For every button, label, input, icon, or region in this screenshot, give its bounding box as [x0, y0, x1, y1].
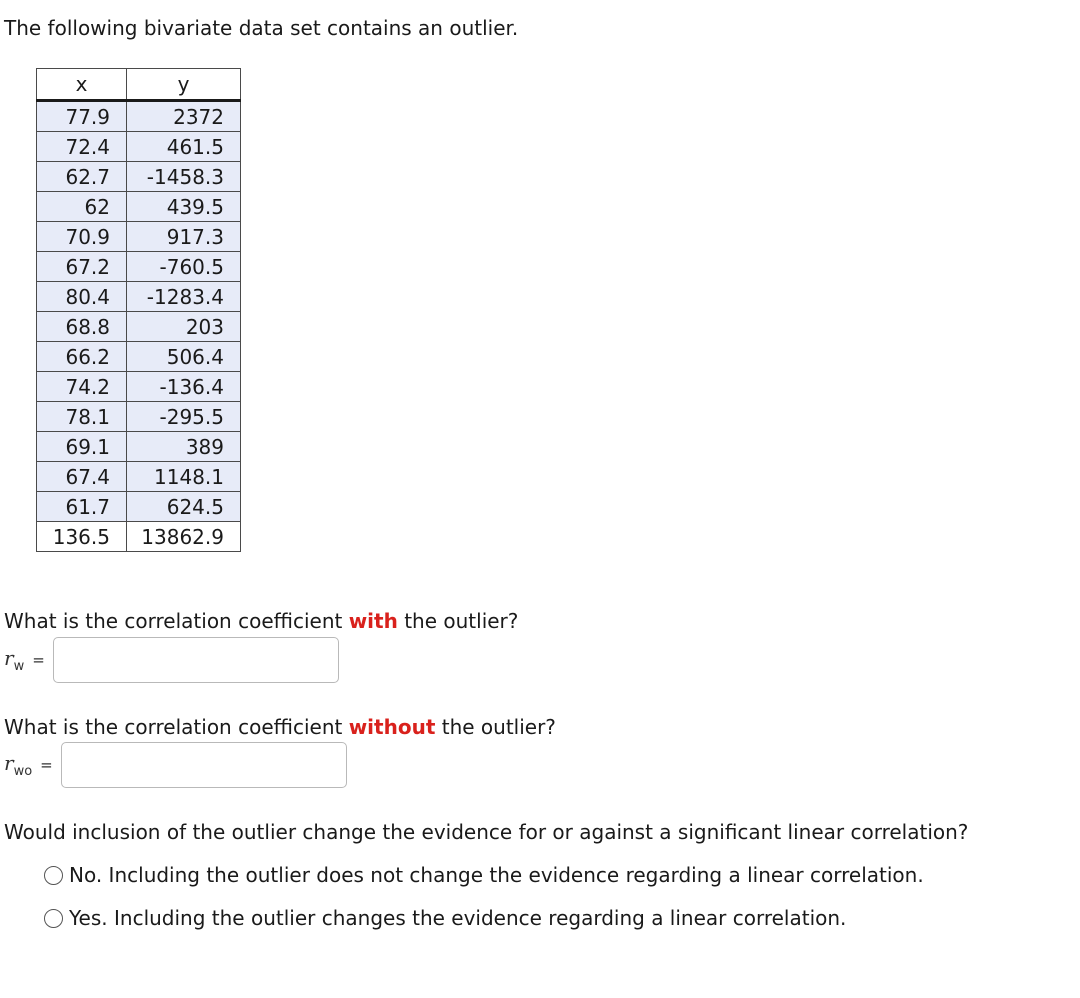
x-value-cell: 74.2 [37, 372, 127, 402]
y-value-cell: 624.5 [127, 492, 241, 522]
y-value-cell: -295.5 [127, 402, 241, 432]
y-value-cell: -136.4 [127, 372, 241, 402]
equals-sign: = [40, 756, 53, 774]
y-value-cell: -1283.4 [127, 282, 241, 312]
x-value-cell: 136.5 [37, 522, 127, 552]
table-row [37, 462, 241, 492]
y-value-cell: 389 [127, 432, 241, 462]
question-text: What is the correlation coefficient [4, 715, 349, 739]
x-value-cell: 62 [37, 192, 127, 222]
x-value-cell: 62.7 [37, 162, 127, 192]
question-text: the outlier? [435, 715, 556, 739]
emphasis-without: without [348, 715, 436, 739]
table-row [37, 192, 241, 222]
y-value-cell: 13862.9 [127, 522, 241, 552]
x-column-header: x [37, 69, 127, 101]
r-with-label: $r_w$ [4, 646, 25, 674]
table-row [37, 522, 241, 552]
question-text: the outlier? [397, 609, 519, 633]
y-column-header: y [127, 69, 241, 101]
x-value-cell: 68.8 [37, 312, 127, 342]
table-row [37, 492, 241, 522]
y-value-cell: 506.4 [127, 342, 241, 372]
table-row [37, 132, 241, 162]
y-value-cell: 203 [127, 312, 241, 342]
r-with-input[interactable] [53, 637, 339, 683]
radio-no-button[interactable] [44, 866, 63, 885]
table-header-row [37, 69, 241, 101]
option-yes[interactable] [44, 904, 846, 932]
x-value-cell: 77.9 [37, 101, 127, 132]
x-value-cell: 80.4 [37, 282, 127, 312]
x-value-cell: 72.4 [37, 132, 127, 162]
equals-sign: = [32, 651, 45, 669]
option-no-label: No. Including the outlier does not change the evidence regarding a linear correlation. [69, 863, 924, 887]
x-value-cell: 78.1 [37, 402, 127, 432]
r-with-answer-row [4, 637, 339, 683]
option-yes-label: Yes. Including the outlier changes the evidence regarding a linear correlation. [69, 906, 847, 930]
radio-yes-button[interactable] [44, 909, 63, 928]
x-value-cell: 66.2 [37, 342, 127, 372]
question-text: What is the correlation coefficient [4, 609, 349, 633]
r-without-answer-row [4, 742, 347, 788]
table-row [37, 222, 241, 252]
x-value-cell: 69.1 [37, 432, 127, 462]
table-row [37, 342, 241, 372]
y-value-cell: 461.5 [127, 132, 241, 162]
r-without-input[interactable] [61, 742, 347, 788]
bivariate-data-table [36, 68, 241, 552]
question-outlier-effect: Would inclusion of the outlier change the evidence for or against a significant linear correlation? [4, 820, 969, 844]
x-value-cell: 61.7 [37, 492, 127, 522]
y-value-cell: -760.5 [127, 252, 241, 282]
option-no[interactable] [44, 861, 924, 889]
intro-text: The following bivariate data set contains an outlier. [4, 16, 519, 40]
y-value-cell: 917.3 [127, 222, 241, 252]
x-value-cell: 67.4 [37, 462, 127, 492]
r-without-label: $r_{wo}$ [4, 751, 33, 779]
x-value-cell: 70.9 [37, 222, 127, 252]
question-with-outlier [4, 607, 518, 635]
table-row [37, 282, 241, 312]
question-without-outlier [4, 713, 556, 741]
table-row [37, 162, 241, 192]
table-row [37, 252, 241, 282]
y-value-cell: 2372 [127, 101, 241, 132]
table-row [37, 432, 241, 462]
emphasis-with: with [348, 609, 398, 633]
table-row [37, 101, 241, 132]
x-value-cell: 67.2 [37, 252, 127, 282]
y-value-cell: 439.5 [127, 192, 241, 222]
table-row [37, 372, 241, 402]
y-value-cell: 1148.1 [127, 462, 241, 492]
table-row [37, 312, 241, 342]
y-value-cell: -1458.3 [127, 162, 241, 192]
table-row [37, 402, 241, 432]
